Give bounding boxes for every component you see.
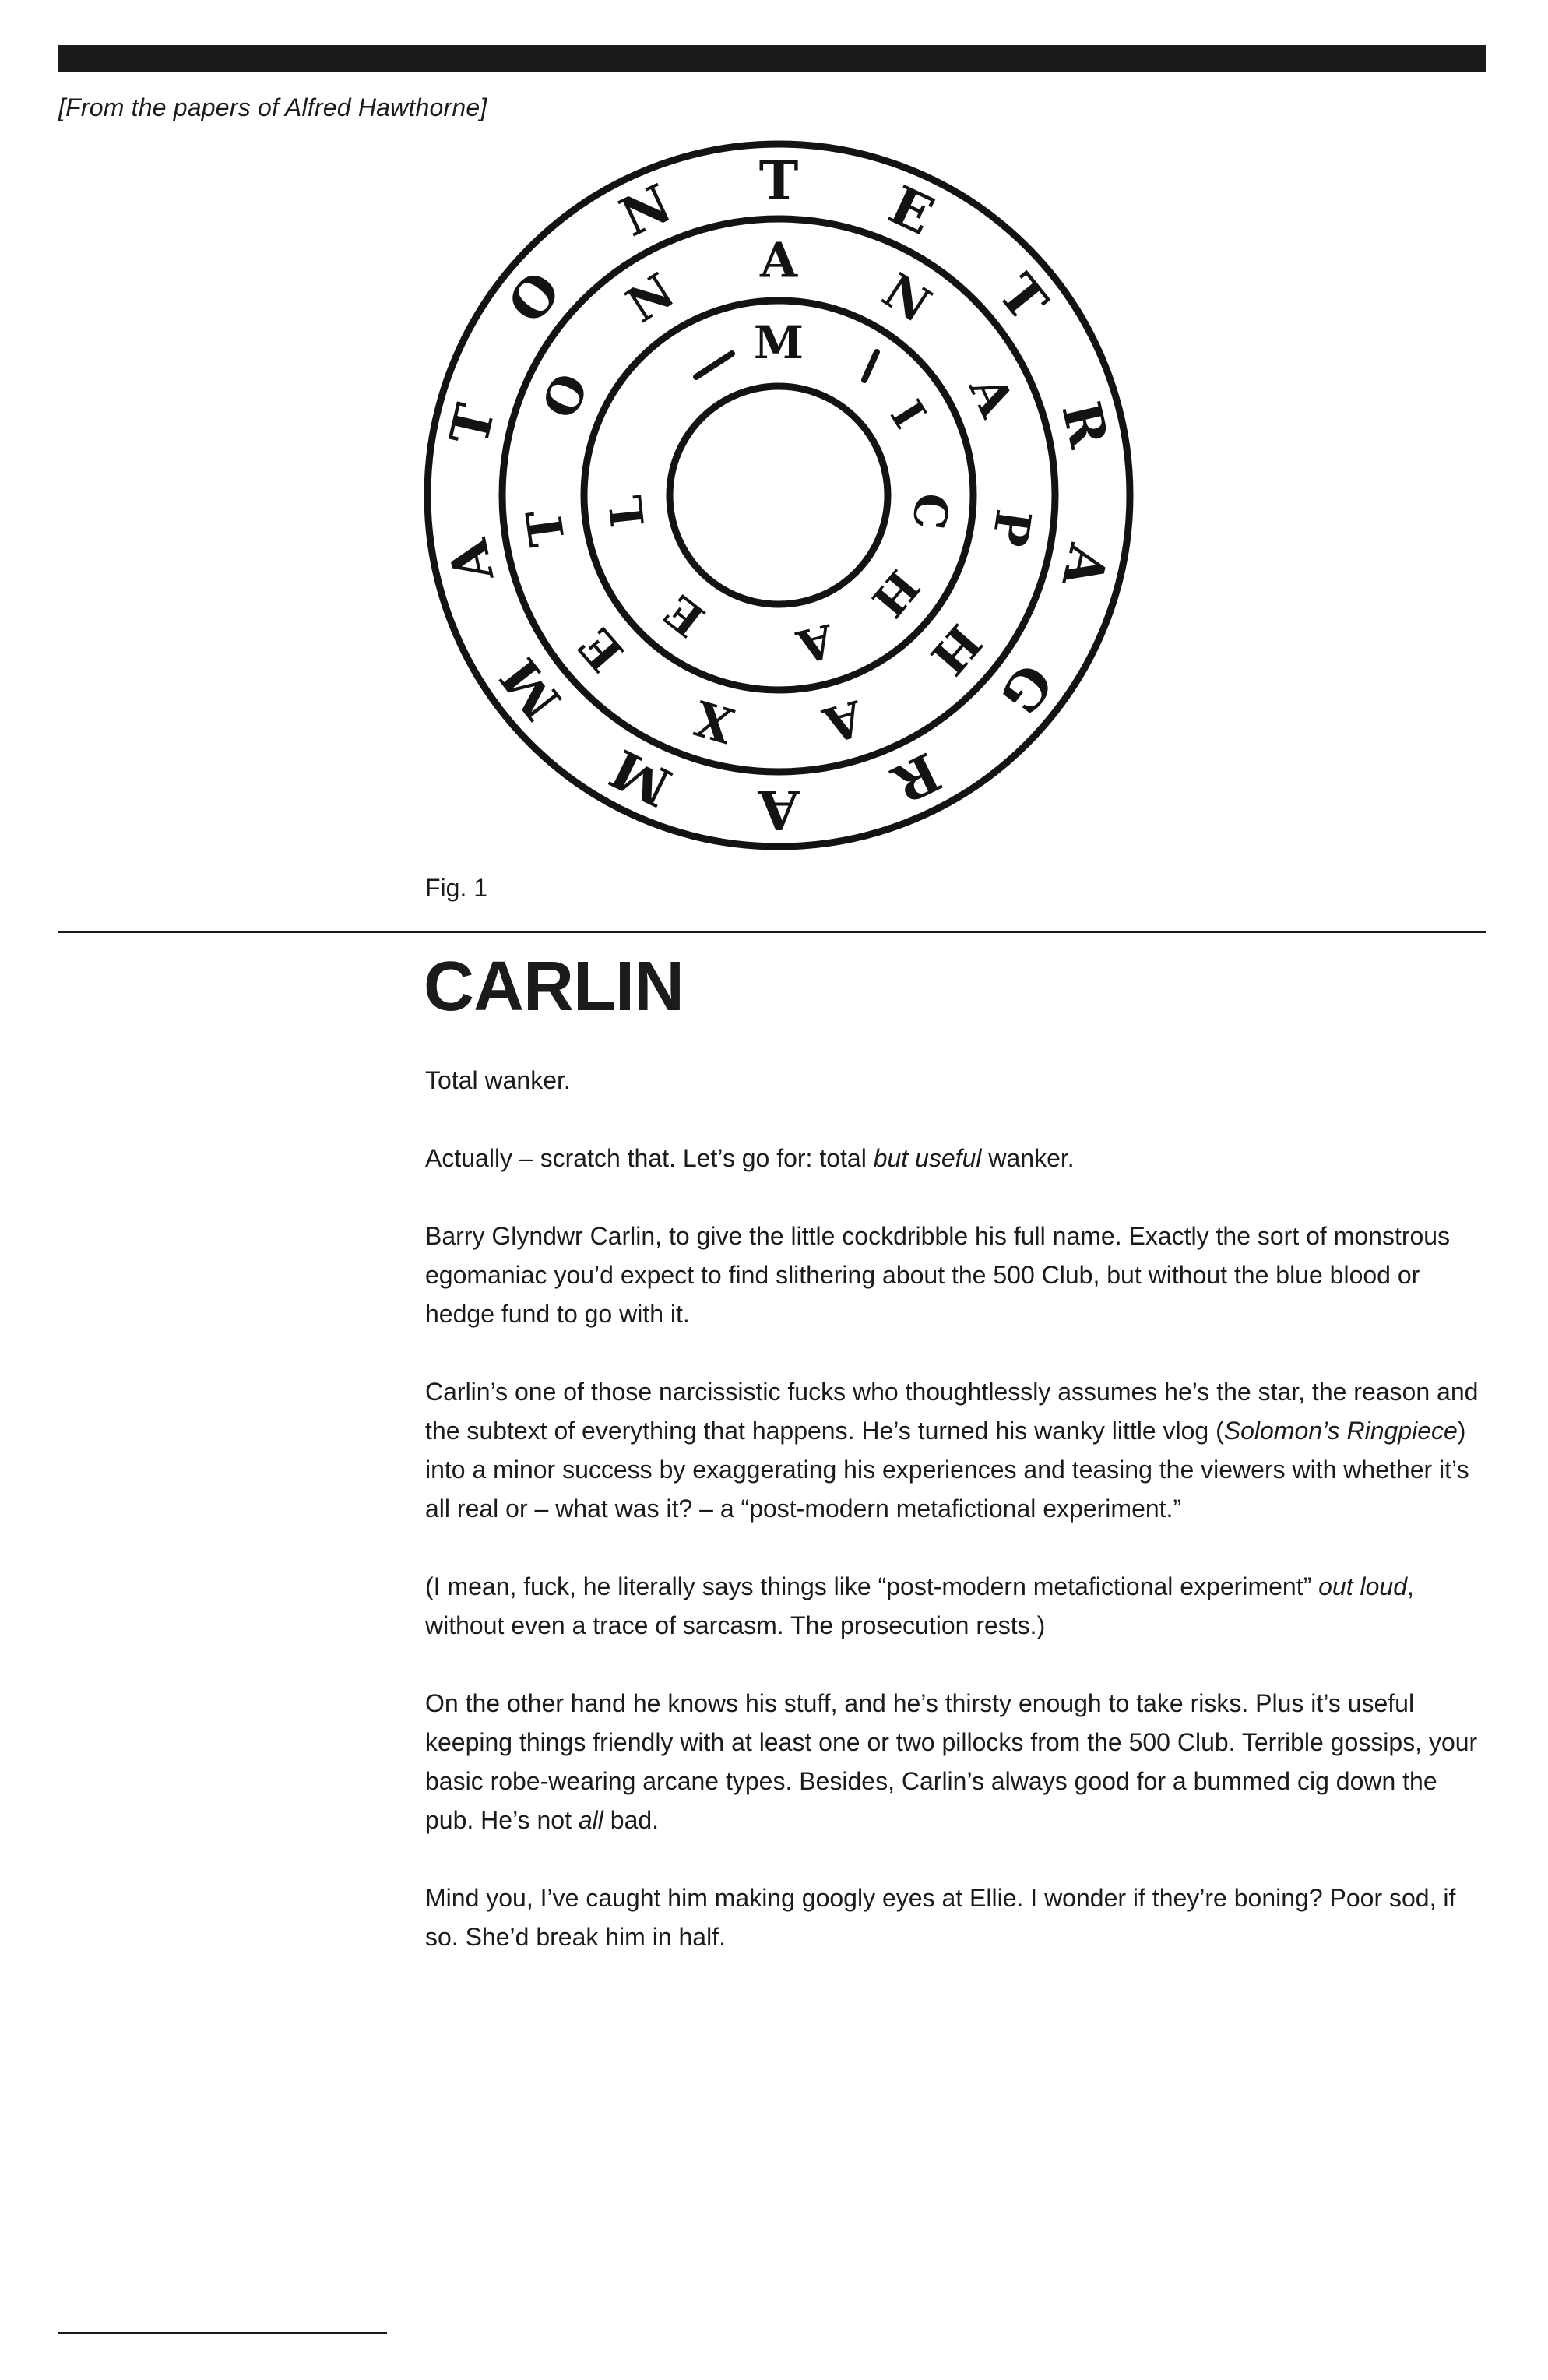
seal-letter: A [818,688,870,755]
seal-letter: G [987,651,1064,726]
seal-letter: M [600,736,681,819]
seal-letter: T [438,398,508,451]
seal-letter: A [437,533,507,587]
seal-letters [437,150,1120,840]
paragraph-text: Actually – scratch that. Let’s go for: total [425,1144,874,1172]
seal-letter: O [496,260,574,336]
top-bar [58,45,1486,72]
seal-letter: N [616,262,685,334]
seal-letter: M [753,316,804,369]
seal-letter: T [515,506,577,550]
seal-letter: X [688,688,740,755]
paragraph-text: On the other hand he knows his stuff, and he’s thirsty enough to take risks. Plus it’s useful keeping things friendly with at least one or two pillocks from the 500 Club. Terrible gossips, your basic robe-wearing arcane types. Besides, Carlin’s always good for a bummed cig down the pub. He’s not [425,1689,1478,1834]
footnote-rule [58,2332,387,2334]
article-paragraph [425,1061,1492,1100]
article-paragraph [425,1372,1492,1528]
seal-figure [420,137,1137,854]
seal-divider-left [696,354,732,377]
seal-letter: H [920,614,993,686]
paragraph-text: Mind you, I’ve caught him making googly eyes at Ellie. I wonder if they’re boning? Poor sod, if so. She’d break him in half. [425,1884,1456,1951]
seal-inner-circle [670,386,888,604]
paragraph-text: Barry Glyndwr Carlin, to give the little cockdribble his full name. Exactly the sort of monstrous egomaniac you’d expect to find slithering about the 500 Club, but without the blue blood or hedge fund to go with it. [425,1222,1451,1328]
seal-letter: H [861,560,930,627]
seal-letter: C [902,490,959,533]
seal-letter: L [599,492,656,530]
seal-letter: T [758,150,799,213]
paragraph-text: Carlin’s one of those narcissistic fucks who thoughtlessly assumes he’s the star, the reason and the subtext of everything that happens. He’s turned his wanky little vlog ( [425,1378,1479,1445]
seal-letter: O [530,364,600,428]
attribution-note: [From the papers of Alfred Hawthorne] [58,93,487,121]
paragraph-text: wanker. [981,1144,1075,1172]
figure-caption: Fig. 1 [425,874,488,902]
paragraph-text: ) into a minor success by exaggerating his experiences and teasing the viewers with whether it’s all real or – what was it? – a “post-modern metafictional experiment.” [425,1417,1469,1523]
seal-letter: N [872,262,941,334]
article-paragraph [425,1139,1492,1178]
seal-letter: I [880,391,937,438]
italic-emphasis: but useful [873,1144,982,1172]
article-paragraph [425,1684,1492,1840]
paragraph-text: bad. [603,1806,660,1834]
entry-title: CARLIN [424,948,684,1026]
seal-diagram [420,137,1137,854]
seal-letter: E [654,584,715,647]
seal-letter: M [488,646,575,731]
article-paragraph [425,1567,1492,1645]
seal-divider-right [864,352,877,380]
section-divider [58,931,1486,933]
seal-letter: P [980,505,1043,551]
seal-letter: E [568,617,635,682]
paragraph-text: (I mean, fuck, he literally says things like “post-modern metafictional experiment” [425,1572,1319,1600]
seal-letter: R [882,739,950,815]
seal-letter: N [610,172,681,250]
article-paragraph [425,1878,1492,1956]
article-body [425,1061,1492,1995]
seal-letter: E [879,174,943,248]
seal-letter: A [792,613,839,674]
italic-emphasis: Solomon’s Ringpiece [1223,1417,1458,1445]
paragraph-text: , without even a trace of sarcasm. The prosecution rests.) [425,1572,1414,1639]
seal-letter: A [958,367,1026,425]
seal-letter: R [1049,396,1121,453]
paragraph-text: Total wanker. [425,1066,571,1094]
seal-letter: A [1049,538,1120,593]
seal-letter: A [759,231,798,289]
article-paragraph [425,1216,1492,1333]
italic-emphasis: all [578,1806,603,1834]
seal-letter: A [758,778,800,840]
italic-emphasis: out loud [1318,1572,1407,1600]
seal-letter: T [986,262,1060,333]
